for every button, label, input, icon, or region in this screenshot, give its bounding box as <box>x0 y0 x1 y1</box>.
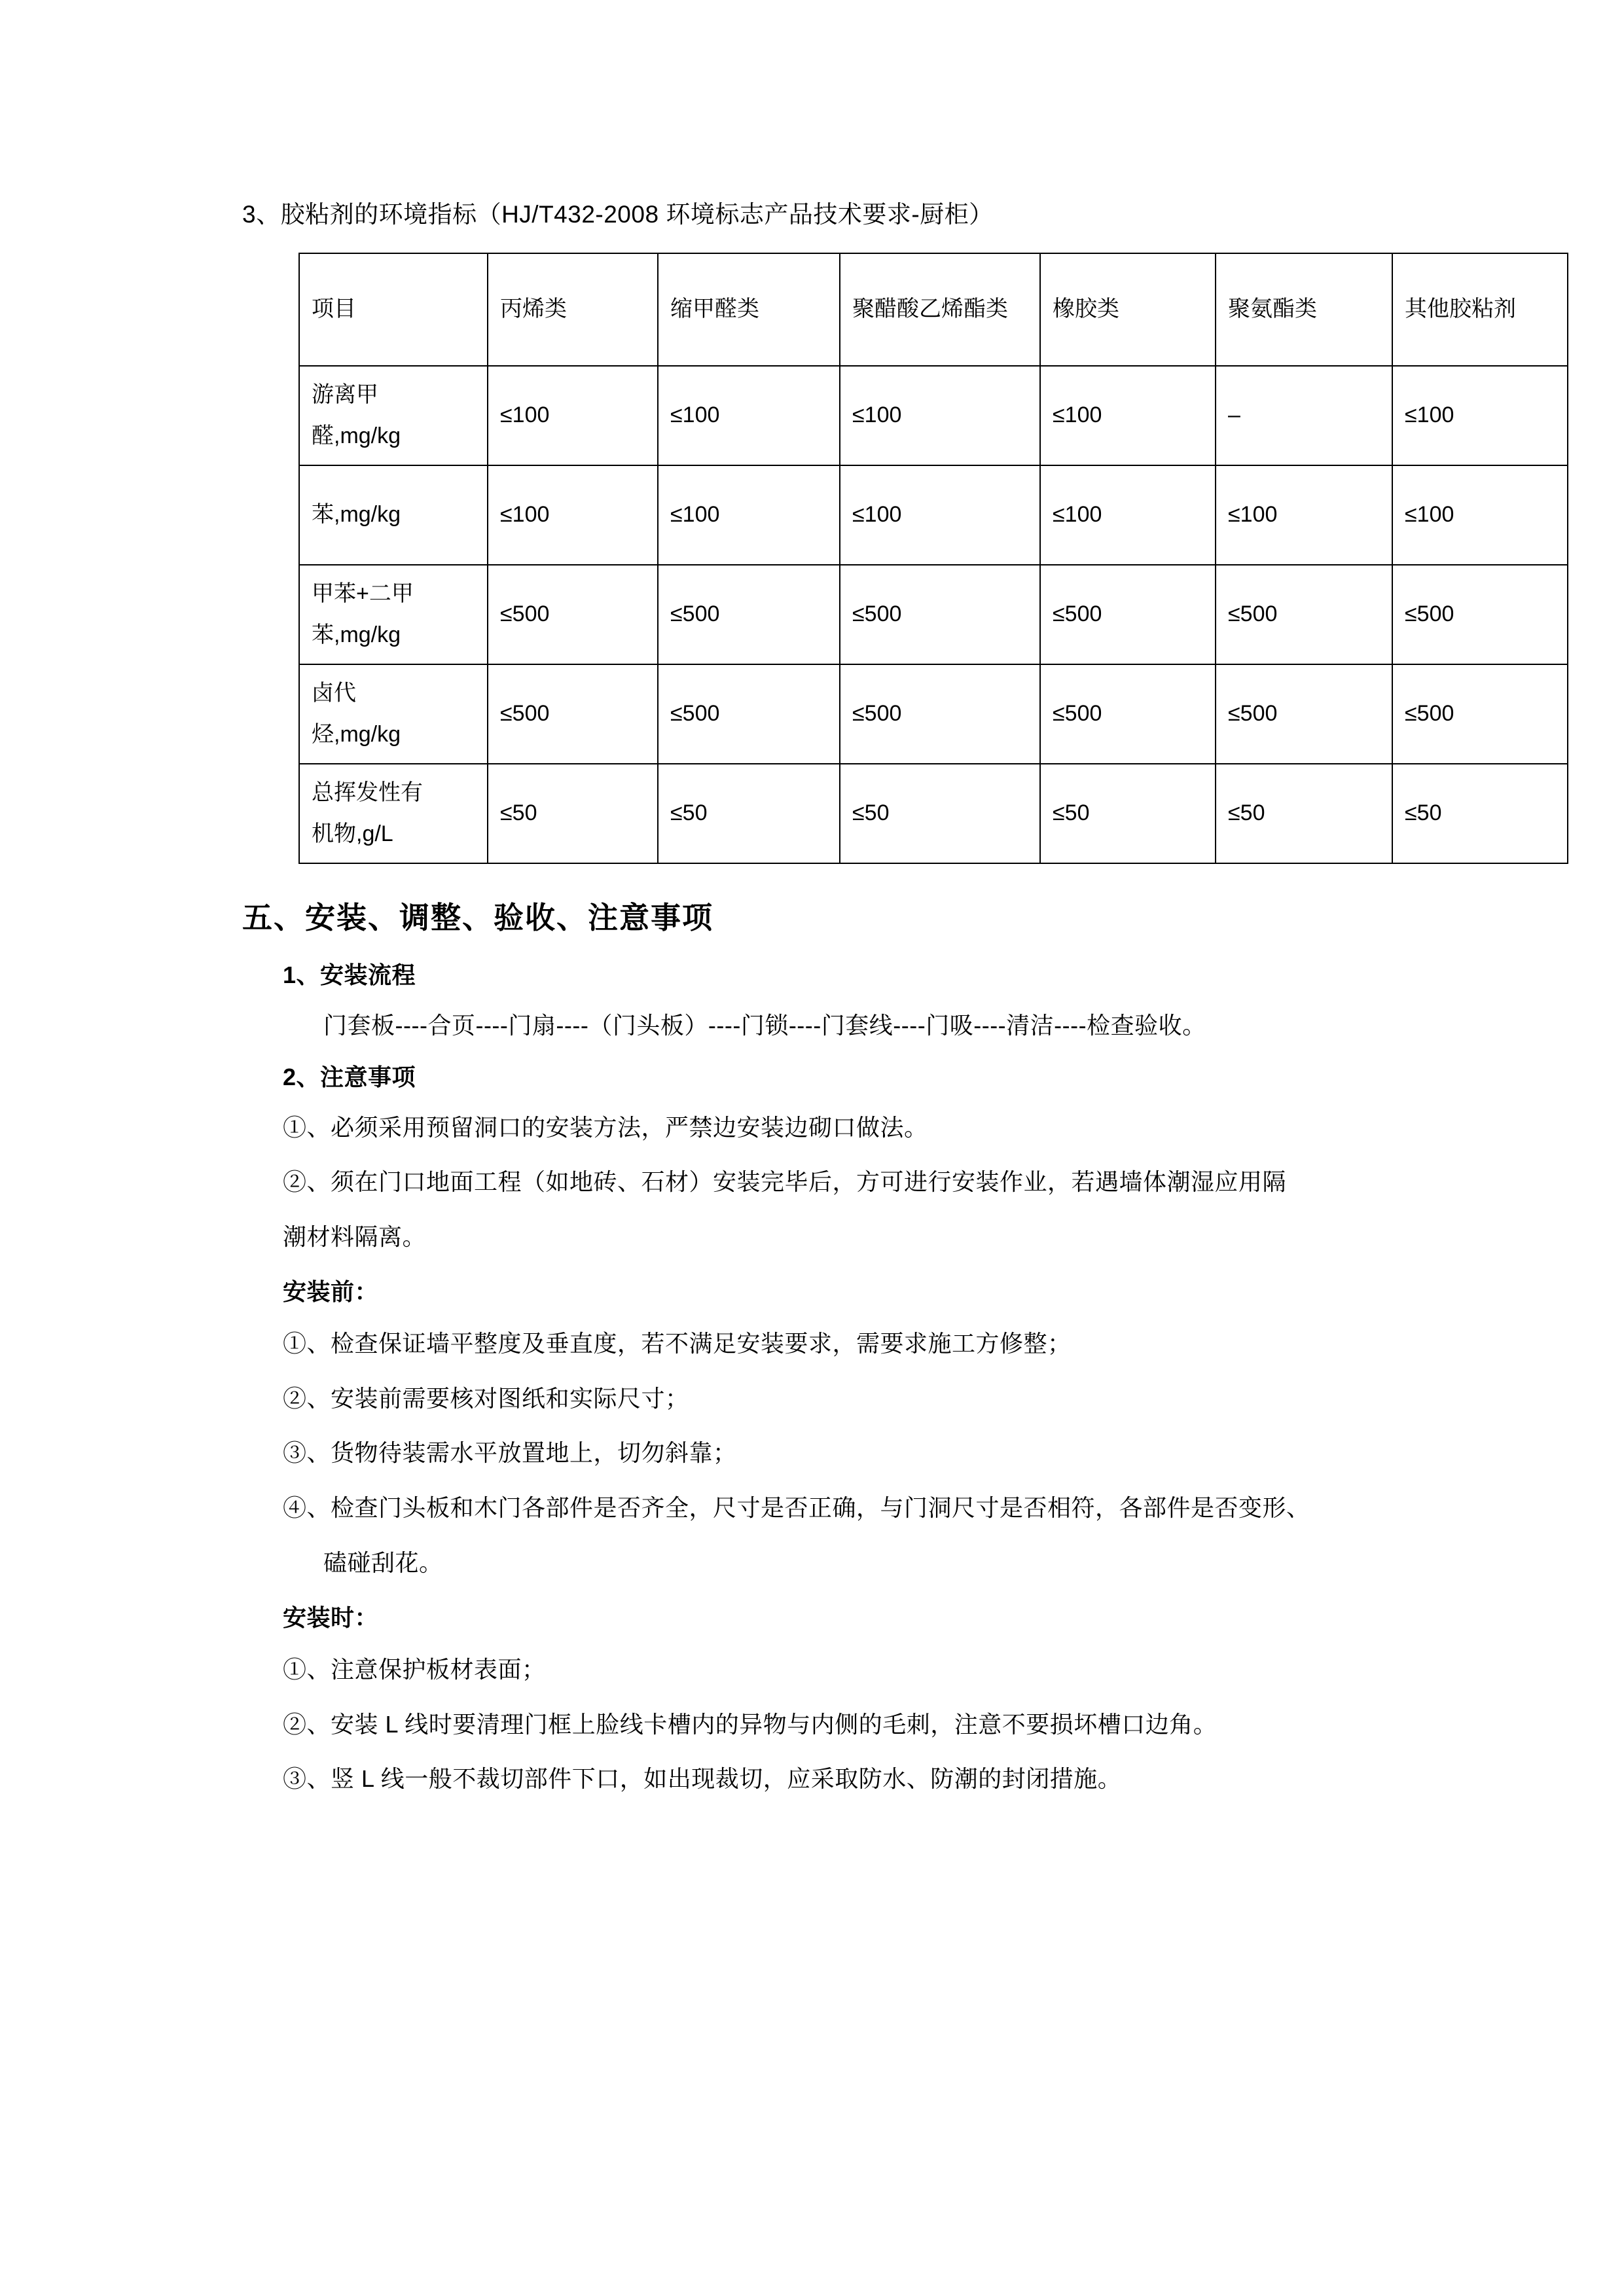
table-header-cell: 橡胶类 <box>1040 253 1216 366</box>
during-install-item: ③、竖 L 线一般不裁切部件下口，如出现裁切，应采取防水、防潮的封闭措施。 <box>283 1765 1122 1793</box>
table-cell: ≤100 <box>840 366 1040 465</box>
table-cell: ≤100 <box>1040 366 1216 465</box>
table-cell: ≤500 <box>1392 565 1568 664</box>
table-cell: – <box>1216 366 1392 465</box>
table-header-cell: 缩甲醛类 <box>658 253 840 366</box>
table-cell: ≤500 <box>658 565 840 664</box>
install-flow-text: 门套板----合页----门扇----（门头板）----门锁----门套线----门吸----清洁----检查验收。 <box>323 1011 1206 1039</box>
table-cell: ≤500 <box>1216 664 1392 764</box>
table-cell: ≤100 <box>1392 366 1568 465</box>
during-install-item: ①、注意保护板材表面； <box>283 1655 546 1683</box>
table-cell: ≤50 <box>1392 764 1568 863</box>
table-row <box>299 764 1568 863</box>
row-label <box>299 366 488 465</box>
table-cell: ≤500 <box>1216 565 1392 664</box>
table-cell: ≤50 <box>488 764 658 863</box>
table-row <box>299 664 1568 764</box>
adhesive-spec-table <box>298 253 1568 864</box>
table-cell: ≤100 <box>1216 465 1392 565</box>
table-cell: ≤500 <box>840 664 1040 764</box>
row-label <box>299 764 488 863</box>
table-cell: ≤50 <box>1216 764 1392 863</box>
table-cell: ≤100 <box>840 465 1040 565</box>
table-header-row <box>299 253 1568 366</box>
row-label-line1: 甲苯+二甲 <box>312 581 414 606</box>
table-cell: ≤500 <box>658 664 840 764</box>
row-label-line2: 机物,g/L <box>312 821 393 846</box>
row-label <box>299 664 488 764</box>
before-install-item: ②、安装前需要核对图纸和实际尺寸； <box>283 1384 689 1412</box>
row-label <box>299 565 488 664</box>
table-cell: ≤50 <box>1040 764 1216 863</box>
document-content <box>242 196 1516 1816</box>
table-cell: ≤100 <box>1040 465 1216 565</box>
table-header-cell: 聚醋酸乙烯酯类 <box>840 253 1040 366</box>
row-label-line1: 游离甲 <box>312 382 378 407</box>
before-install-item-continued: 磕碰刮花。 <box>323 1549 443 1577</box>
table-header-cell: 丙烯类 <box>488 253 658 366</box>
row-label-line2: 烃,mg/kg <box>312 721 401 747</box>
during-install-title: 安装时： <box>283 1604 379 1631</box>
table-cell: ≤50 <box>658 764 840 863</box>
table-header-cell: 项目 <box>299 253 488 366</box>
subsection-install-flow-title: 1、安装流程 <box>283 961 416 988</box>
row-label-line2: 醛,mg/kg <box>312 423 401 448</box>
section-intro: 3、胶粘剂的环境指标（HJ/T432-2008 环境标志产品技术要求-厨柜） <box>242 201 994 228</box>
table-cell: ≤500 <box>488 565 658 664</box>
table-cell: ≤100 <box>658 465 840 565</box>
table-cell: ≤50 <box>840 764 1040 863</box>
during-install-item: ②、安装 L 线时要清理门框上脸线卡槽内的异物与内侧的毛刺，注意不要损坏槽口边角。 <box>283 1710 1218 1738</box>
note-item-continued: 潮材料隔离。 <box>283 1223 427 1251</box>
before-install-item: ④、检查门头板和木门各部件是否齐全，尺寸是否正确，与门洞尺寸是否相符，各部件是否变形、 <box>283 1494 1310 1522</box>
before-install-item: ③、货物待装需水平放置地上，切勿斜靠； <box>283 1439 737 1467</box>
table-cell: ≤100 <box>658 366 840 465</box>
table-cell: ≤100 <box>488 465 658 565</box>
table-cell: ≤100 <box>1392 465 1568 565</box>
table-header-cell: 聚氨酯类 <box>1216 253 1392 366</box>
page-title: 五、安装、调整、验收、注意事项 <box>242 900 713 935</box>
before-install-title: 安装前： <box>283 1278 379 1305</box>
row-label-line1: 总挥发性有 <box>312 780 423 805</box>
row-label-line1: 卤代 <box>312 680 356 706</box>
before-install-item: ①、检查保证墙平整度及垂直度，若不满足安装要求，需要求施工方修整； <box>283 1329 1072 1357</box>
table-cell: ≤100 <box>488 366 658 465</box>
table-header-cell: 其他胶粘剂 <box>1392 253 1568 366</box>
table-row <box>299 565 1568 664</box>
table-cell: ≤500 <box>1040 565 1216 664</box>
row-label-line2: 苯,mg/kg <box>312 622 401 647</box>
table-cell: ≤500 <box>1392 664 1568 764</box>
note-item: ①、必须采用预留洞口的安装方法，严禁边安装边砌口做法。 <box>283 1113 928 1141</box>
note-item: ②、须在门口地面工程（如地砖、石材）安装完毕后，方可进行安装作业，若遇墙体潮湿应用隔 <box>283 1168 1287 1196</box>
table-row <box>299 465 1568 565</box>
row-label: 苯,mg/kg <box>299 465 488 565</box>
table-row <box>299 366 1568 465</box>
subsection-notes-title: 2、注意事项 <box>283 1063 416 1090</box>
table-cell: ≤500 <box>1040 664 1216 764</box>
table-cell: ≤500 <box>840 565 1040 664</box>
table-cell: ≤500 <box>488 664 658 764</box>
